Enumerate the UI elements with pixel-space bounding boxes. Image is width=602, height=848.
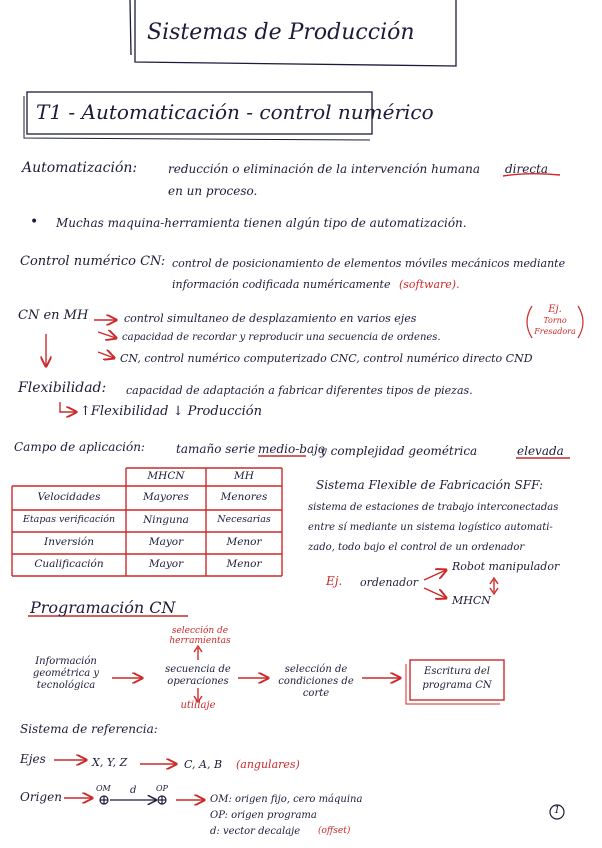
def-d-offset: (offset)	[318, 826, 351, 836]
page-number: 1	[553, 805, 561, 816]
table-cell: Mayor	[148, 536, 184, 548]
flow-esc-2: programa CN	[422, 680, 492, 691]
flow-cond-3: corte	[302, 688, 330, 699]
ejes-cab: C, A, B	[184, 758, 223, 771]
term-flexibilidad: Flexibilidad:	[18, 380, 107, 396]
term-control-numerico: Control numérico CN:	[20, 254, 166, 269]
sff-line-3: zado, todo bajo el control de un ordenador	[308, 542, 525, 553]
cn-mh-arrows	[46, 320, 116, 366]
ejes-xyz: X, Y, Z	[92, 756, 128, 769]
def-automatizacion-2: en un proceso.	[168, 184, 258, 198]
table-header-mhcn: MHCN	[147, 470, 185, 482]
flow-cond-1: selección de	[284, 664, 348, 675]
table-row-label: Etapas verificación	[22, 514, 116, 525]
cn-mh-item-1: control simultaneo de desplazamiento en varios ejes	[124, 312, 417, 325]
campo-b: medio-bajo	[258, 442, 326, 456]
ej-label: Ej.	[548, 304, 562, 315]
ej-fresadora: Fresadora	[534, 327, 576, 336]
sff-ordenador: ordenador	[360, 576, 418, 589]
term-campo: Campo de aplicación:	[14, 440, 145, 454]
sff-title: Sistema Flexible de Fabricación SFF:	[316, 478, 544, 492]
ej-torno: Torno	[543, 316, 567, 325]
table-header-mh: MH	[234, 470, 254, 482]
def-cn-software: (software).	[399, 278, 460, 291]
table-row-label: Cualificación	[34, 558, 104, 570]
flow-info-3: tecnológica	[36, 680, 96, 691]
def-op: OP: origen programa	[210, 810, 317, 821]
sff-line-2: entre sí mediante un sistema logístico automati-	[308, 522, 553, 533]
bullet-dot: •	[30, 214, 39, 230]
chapter-heading: T1 - Automaticación - control numérico	[36, 100, 434, 124]
campo-c: y complejidad geométrica	[320, 444, 478, 458]
def-d: d: vector decalaje	[210, 826, 301, 837]
origen-om: OM	[96, 784, 111, 793]
def-automatizacion-emph: directa	[505, 162, 549, 176]
ejes-angulares: (angulares)	[236, 758, 300, 771]
flow-info-1: Información	[35, 656, 97, 667]
programacion-title: Programación CN	[30, 598, 176, 617]
table-cell: Menor	[226, 536, 262, 548]
page-title: Sistemas de Producción	[147, 20, 415, 45]
table-cell: Menor	[226, 558, 262, 570]
sff-line-1: sistema de estaciones de trabajo interconectadas	[308, 502, 559, 513]
def-om: OM: origen fijo, cero máquina	[210, 794, 363, 805]
flow-info-2: geométrica y	[32, 668, 100, 679]
table-cell: Mayores	[143, 491, 189, 503]
def-cn-2: información codificada numéricamente	[172, 278, 391, 291]
ejes-label: Ejes	[20, 752, 46, 766]
term-automatizacion: Automatización:	[22, 160, 138, 176]
flow-herr-1: selección de	[171, 626, 229, 636]
campo-a: tamaño serie	[176, 442, 256, 456]
referencia-title: Sistema de referencia:	[20, 722, 158, 736]
cn-mh-item-2: capacidad de recordar y reproducir una secuencia de ordenes.	[122, 332, 441, 343]
def-flexibilidad: capacidad de adaptación a fabricar diferentes tipos de piezas.	[126, 384, 473, 397]
table-cell: Ninguna	[143, 514, 189, 526]
flow-seq-2: operaciones	[167, 676, 229, 687]
flexibilidad-result: ↑Flexibilidad ↓ Producción	[80, 404, 262, 419]
origen-label: Origen	[20, 790, 62, 804]
campo-d: elevada	[517, 444, 564, 458]
bullet-text: Muchas maquina-herramienta tienen algún tipo de automatización.	[56, 216, 467, 230]
def-cn-1: control de posicionamiento de elementos móviles mecánicos mediante	[172, 257, 566, 270]
table-cell: Mayor	[148, 558, 184, 570]
table-row-label: Velocidades	[37, 491, 101, 503]
table-row-label: Inversión	[44, 536, 94, 548]
sff-ej: Ej.	[326, 574, 343, 588]
table-cell: Menores	[220, 491, 268, 503]
flex-arrow	[60, 402, 76, 412]
cn-en-mh-label: CN en MH	[18, 308, 89, 323]
flow-seq-1: secuencia de	[165, 664, 231, 675]
flow-utillaje: utillaje	[180, 700, 216, 711]
cn-mh-item-3: CN, control numérico computerizado CNC, control numérico directo CND	[120, 352, 533, 365]
flow-esc-1: Escritura del	[424, 666, 490, 677]
sff-mhcn: MHCN	[452, 594, 491, 607]
origen-op: OP	[156, 784, 168, 793]
table-cell: Necesarias	[217, 514, 271, 525]
flow-cond-2: condiciones de	[278, 676, 354, 687]
flow-herr-2: herramientas	[169, 636, 231, 646]
origen-d: d	[130, 785, 137, 796]
def-automatizacion-1: reducción o eliminación de la intervención humana	[168, 162, 480, 176]
sff-robot: Robot manipulador	[452, 560, 560, 573]
